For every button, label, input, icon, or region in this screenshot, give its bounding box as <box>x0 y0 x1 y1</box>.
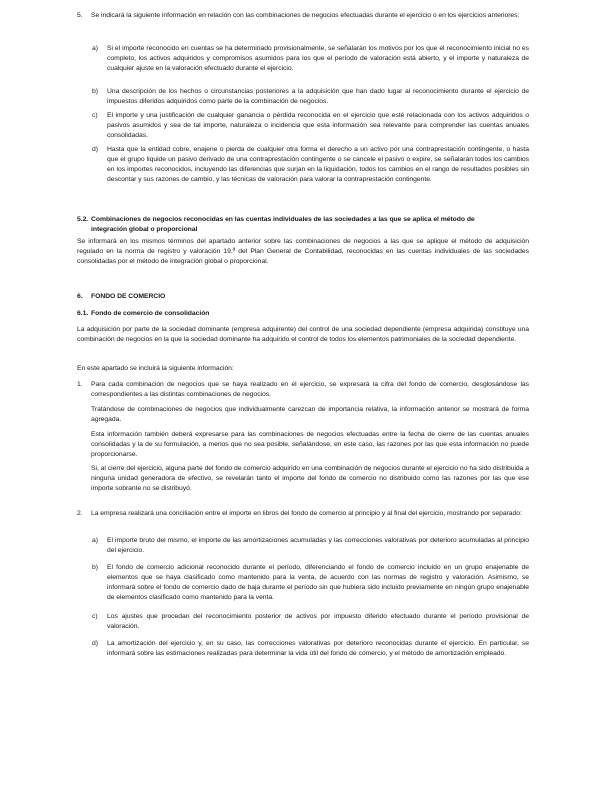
list-item-5d <box>92 145 529 185</box>
list-marker: b) <box>92 564 98 571</box>
list-marker: 5. <box>77 12 83 19</box>
paragraph <box>91 430 529 460</box>
section-heading-6 <box>77 292 391 302</box>
section-number: 5.2. <box>77 216 89 223</box>
list-marker: a) <box>92 537 98 544</box>
section-title: FONDO DE COMERCIO <box>91 293 166 300</box>
list-item-5 <box>77 11 529 21</box>
list-marker: d) <box>92 146 98 153</box>
list-item-5a <box>92 44 529 74</box>
paragraph <box>77 237 529 267</box>
list-item-5c <box>92 111 529 141</box>
list-marker: b) <box>92 88 98 95</box>
list-item-text: El fondo de comercio adicional reconocido durante el período, diferenciando el fondo de comercio incluido en un grupo enajenable de elementos que se haya clasificado como mantenido para la venta, de acuerdo con las normas de registro y valoración. Asimismo, se informará sobre el fondo de comercio dado de baja durante el período sin que hubiera sido incluido previamente en ningún grupo enajenable de elementos clasificado como mantenido para la venta. <box>107 564 529 601</box>
paragraph-text: Esta información también deberá expresarse para las combinaciones de negocios efectuadas entre la fecha de cierre de las cuentas anuales consolidadas y la de su formulación, a menos que no sea posible, señalándose, en este caso, las razones por las que esta información no puede proporcionarse. <box>91 431 529 458</box>
list-item-text: Se indicará la siguiente información en relación con las combinaciones de negocios efectuadas durante el ejercicio o en los ejercicios anteriores: <box>91 12 520 19</box>
list-item-text: El importe y una justificación de cualquier ganancia o pérdida reconocida en el ejercicio que esté relacionada con los activos adquiridos o pasivos asumidos y sea de tal importe, naturaleza o incidencia que esta información sea relevante para comprender las cuentas anuales consolidadas. <box>107 112 529 139</box>
section-heading-5-2 <box>77 215 511 235</box>
paragraph <box>91 405 529 425</box>
list-item-text: La amortización del ejercicio y, en su caso, las correcciones valorativas por deterioro reconocidas durante el ejercicio. En particular, se informará sobre las estimaciones realizadas para determinar la vida útil del fondo de comercio, y el método de amortización empleado. <box>107 640 529 657</box>
list-item-2d <box>92 639 529 659</box>
paragraph-text: En este apartado se incluirá la siguiente información: <box>77 365 234 372</box>
section-title: Fondo de comercio de consolidación <box>91 310 210 317</box>
paragraph <box>77 364 529 374</box>
list-item-2a <box>92 536 529 556</box>
list-item-2c <box>92 612 529 632</box>
section-heading-6-1 <box>77 309 391 319</box>
list-marker: a) <box>92 45 98 52</box>
list-marker: c) <box>92 112 98 119</box>
paragraph <box>77 325 529 345</box>
list-item-2b <box>92 563 529 603</box>
list-item-1 <box>77 380 529 400</box>
section-number: 6.1. <box>77 310 89 317</box>
paragraph-text: Tratándose de combinaciones de negocios que individualmente carezcan de importancia relativa, la información anterior se mostrará de forma agregada. <box>91 406 529 423</box>
list-marker: 1. <box>77 381 83 388</box>
list-item-text: Hasta que la entidad cobre, enajene o pierda de cualquier otra forma el derecho a un activo por una contraprestación contingente, o hasta que el grupo liquide un pasivo derivado de una contraprestación contingente o se cancele el pasivo o expire, se señalarán todos los cambios en los importes reconocidos, incluyendo las diferencias que surjan en la liquidación, todos los cambios en el rango de resultados posibles sin descontar y sus razones de cambio, y las técnicas de valoración para valorar la contraprestación contingente. <box>107 146 529 183</box>
section-title: Combinaciones de negocios reconocidas en las cuentas individuales de las sociedades a las que se aplica el método de integración global o proporcional <box>91 216 475 233</box>
section-number: 6. <box>77 293 83 300</box>
list-marker: 2. <box>77 510 83 517</box>
paragraph-text: Se informará en los mismos términos del apartado anterior sobre las combinaciones de negocios a las que se aplique el método de adquisición regulado en la norma de registro y valoración 19.ª del Plan General de Contabilidad, reconocidas en las cuentas individuales de las sociedades consolidadas por el método de integración global o proporcional. <box>77 238 529 265</box>
list-item-text: Si el importe reconocido en cuentas se ha determinado provisionalmente, se señalarán los motivos por los que el reconocimiento inicial no es completo, los activos adquiridos y compromisos asumidos para los que el período de valoración está abierto, y el importe y naturaleza de cualquier ajuste en la valoración efectuado durante el ejercicio. <box>107 45 529 72</box>
paragraph <box>91 464 529 494</box>
paragraph-text: La adquisición por parte de la sociedad dominante (empresa adquirente) del control de una sociedad dependiente (empresa adquirida) constituye una combinación de negocios en la que la sociedad dominante ha adquirido el control de todos los elementos patrimoniales de la sociedad dependiente. <box>77 326 529 343</box>
list-item-text: Una descripción de los hechos o circunstancias posteriores a la adquisición que han dado lugar al reconocimiento durante el ejercicio de impuestos diferidos adquiridos como parte de la combinación de negocios. <box>107 88 529 105</box>
list-item-text: La empresa realizará una conciliación entre el importe en libros del fondo de comercio al principio y al final del ejercicio, mostrando por separado: <box>91 510 522 517</box>
list-item-text: El importe bruto del mismo, el importe de las amortizaciones acumuladas y las correcciones valorativas por deterioro acumuladas al principio del ejercicio. <box>107 537 529 554</box>
list-item-text: Los ajustes que procedan del reconocimiento posterior de activos por impuesto diferido efectuado durante el período provisional de valoración. <box>107 613 529 630</box>
list-marker: c) <box>92 613 98 620</box>
list-item-text: Para cada combinación de negocios que se haya realizado en el ejercicio, se expresará la cifra del fondo de comercio, desglosándose las correspondientes a las distintas combinaciones de negocios. <box>91 381 529 398</box>
paragraph-text: Si, al cierre del ejercicio, alguna parte del fondo de comercio adquirido en una combinación de negocios durante el ejercicio no ha sido distribuida a ninguna unidad generadora de efectivo, se revelarán tanto el importe del fondo de comercio no distribuido como las razones por las que ese importe sobrante no se distribuyó. <box>91 465 529 492</box>
list-item-2 <box>77 509 529 519</box>
list-marker: d) <box>92 640 98 647</box>
list-item-5b <box>92 87 529 107</box>
